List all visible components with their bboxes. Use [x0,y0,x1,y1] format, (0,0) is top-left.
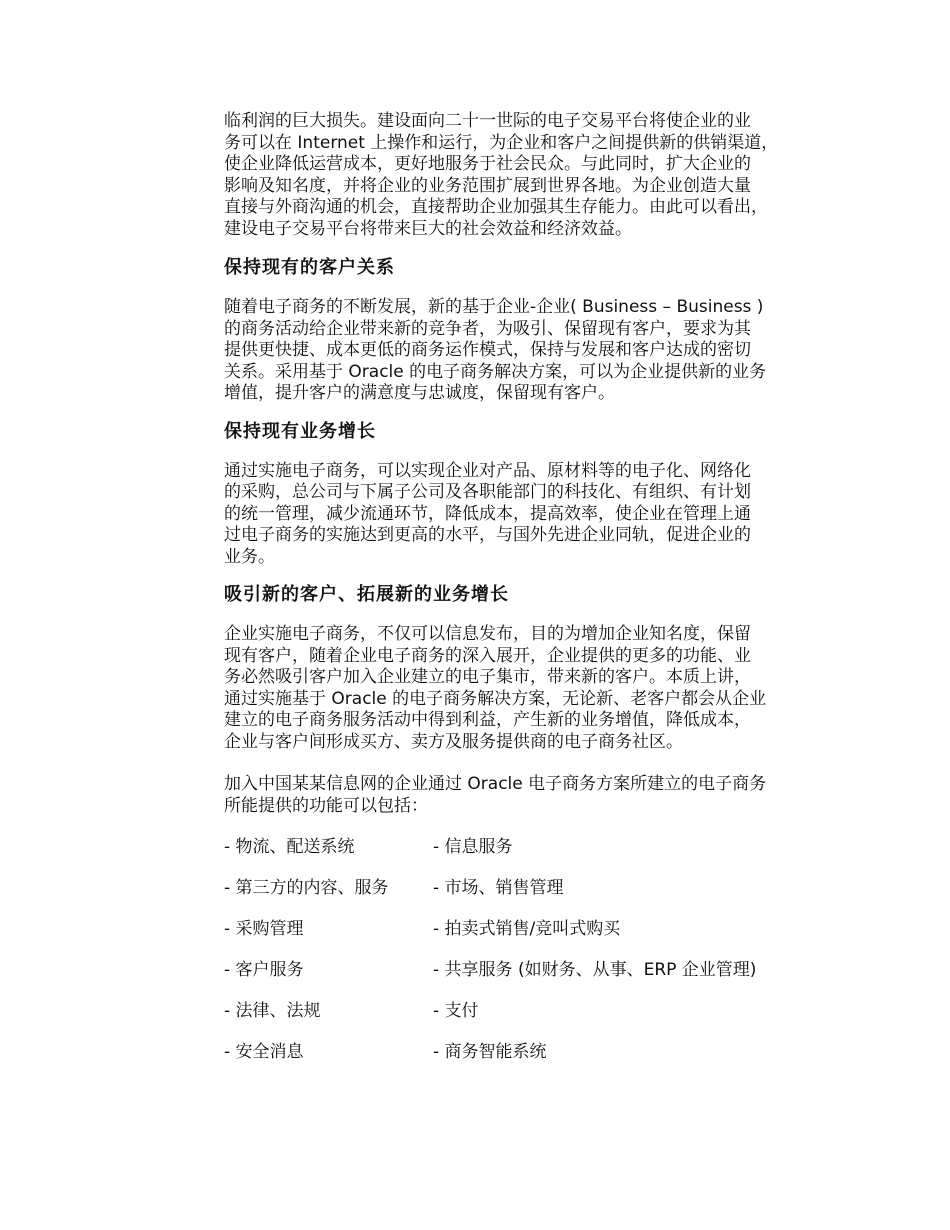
paragraph-line: 临利润的巨大损失。建设面向二十一世际的电子交易平台将使企业的业 [224,111,751,131]
paragraph-line: 业务。 [224,546,275,567]
paragraph-line: 建设电子交易平台将带来巨大的社会效益和经济效益。 [224,218,632,239]
paragraph-line: 通过实施基于 Oracle 的电子商务解决方案，无论新、老客户都会从企业 [224,688,767,709]
intro-paragraph [224,111,824,240]
paragraph-line: 影响及知名度，并将企业的业务范围扩展到世界各地。为企业创造大量 [224,175,751,196]
paragraph-line: 所能提供的功能可以包括： [224,795,428,816]
paragraph-line: 提供更快捷、成本更低的商务运作模式，保持与发展和客户达成的密切 [224,340,751,360]
paragraph-line: 随着电子商务的不断发展，新的基于企业-企业( Business – Business ) [224,297,764,317]
section-paragraph-business-growth [224,461,824,569]
paragraph-line: 的商务活动给企业带来新的竞争者，为吸引、保留现有客户，要求为其 [224,318,751,339]
paragraph-line: 务可以在 Internet 上操作和运行，为企业和客户之间提供新的供销渠道， [224,132,779,153]
function-right: - 支付 [433,1001,479,1021]
document-page [224,111,824,1082]
paragraph-line: 增值，提升客户的满意度与忠诚度，保留现有客户。 [224,383,615,403]
paragraph-line: 的统一管理，减少流通环节，降低成本，提高效率，使企业在管理上通 [224,503,751,524]
function-left: - 客户服务 [224,960,304,980]
paragraph-line: 加入中国某某信息网的企业通过 Oracle 电子商务方案所建立的电子商务 [224,774,767,794]
function-left: - 法律、法规 [224,1001,321,1021]
paragraph-line: 企业实施电子商务，不仅可以信息发布，目的为增加企业知名度，保留 [224,624,751,644]
paragraph-line: 建立的电子商务服务活动中得到利益，产生新的业务增值，降低成本， [224,710,751,730]
function-right: - 信息服务 [433,837,513,857]
list-item [224,1041,824,1082]
function-right: - 拍卖式销售/竞叫式购买 [433,919,621,939]
function-left: - 第三方的内容、服务 [224,878,389,898]
list-item [224,1000,824,1041]
section-heading-customer-relations: 保持现有的客户关系 [224,257,395,278]
function-left: - 物流、配送系统 [224,837,355,857]
list-item [224,877,824,918]
paragraph-line: 现有客户，随着企业电子商务的深入展开，企业提供的更多的功能、业 [224,645,751,666]
paragraph-line: 使企业降低运营成本，更好地服务于社会民众。与此同时，扩大企业的 [224,154,751,174]
section-paragraph-new-customers [224,624,824,753]
function-right: - 商务智能系统 [433,1042,547,1062]
function-left: - 安全消息 [224,1042,304,1062]
functions-list [224,836,824,1082]
paragraph-line: 关系。采用基于 Oracle 的电子商务解决方案，可以为企业提供新的业务 [224,361,767,382]
section-heading-business-growth: 保持现有业务增长 [224,420,376,442]
function-right: - 共享服务 (如财务、从事、ERP 企业管理) [433,960,757,980]
section-paragraph-customer-relations [224,297,824,405]
list-item [224,918,824,959]
list-item [224,959,824,1000]
list-item [224,836,824,877]
section-heading-new-customers: 吸引新的客户、拓展新的业务增长 [224,584,509,605]
functions-intro-paragraph [224,774,824,817]
paragraph-line: 务必然吸引客户加入企业建立的电子集市，带来新的客户。本质上讲， [224,667,751,687]
paragraph-line: 企业与客户间形成买方、卖方及服务提供商的电子商务社区。 [224,731,683,752]
function-left: - 采购管理 [224,919,304,939]
paragraph-line: 通过实施电子商务，可以实现企业对产品、原材料等的电子化、网络化 [224,460,751,481]
paragraph-line: 过电子商务的实施达到更高的水平，与国外先进企业同轨，促进企业的 [224,525,751,545]
paragraph-line: 直接与外商沟通的机会，直接帮助企业加强其生存能力。由此可以看出， [224,197,768,217]
paragraph-line: 的采购，总公司与下属子公司及各职能部门的科技化、有组织、有计划 [224,482,751,502]
function-right: - 市场、销售管理 [433,878,564,898]
